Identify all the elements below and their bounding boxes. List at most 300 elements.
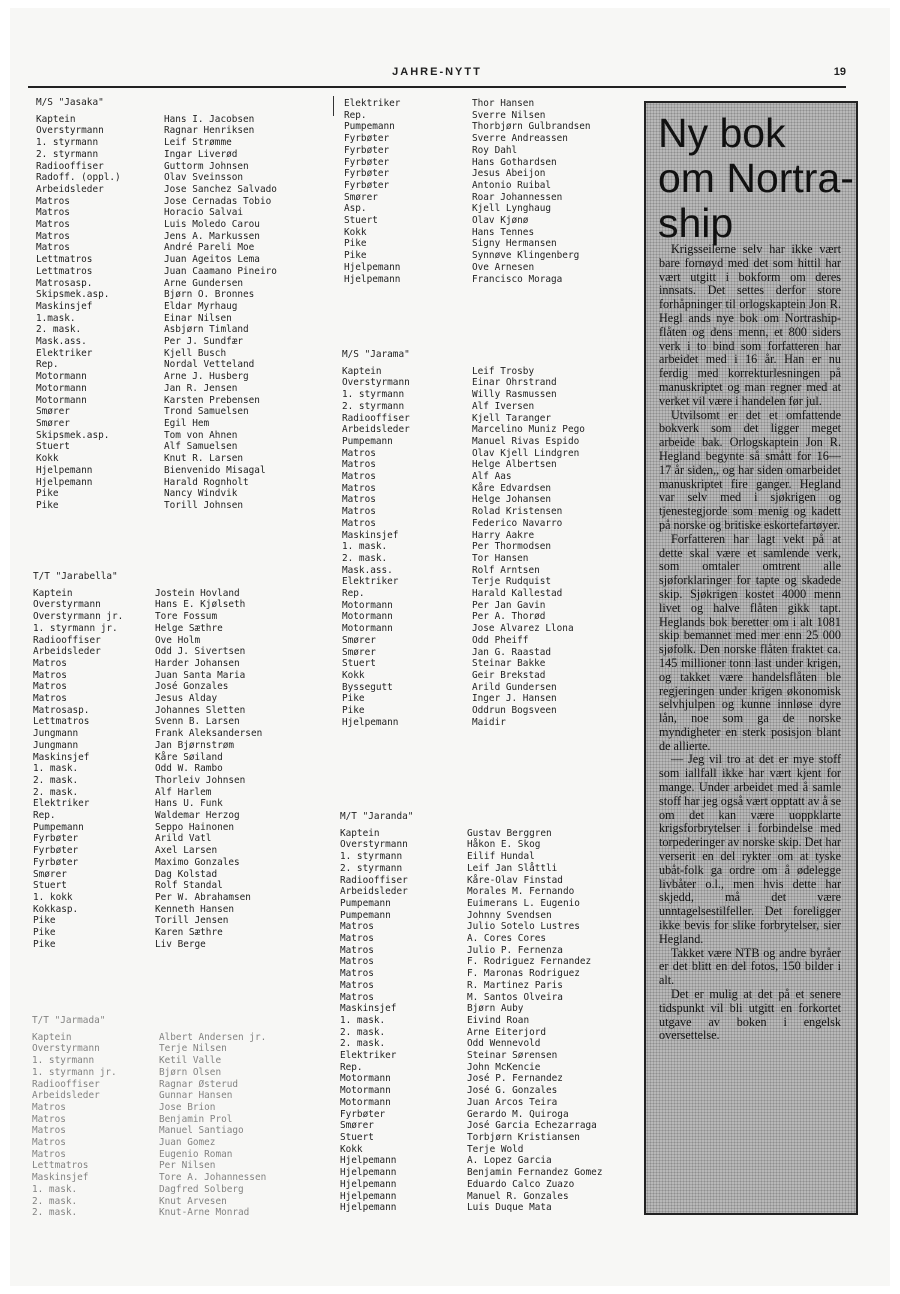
crew-row: [33, 670, 262, 682]
crew-rank: 1. kokk: [33, 891, 73, 903]
crew-name: Julio P. Fernenza: [467, 944, 563, 956]
crew-row: [36, 500, 277, 512]
crew-rank: Matros: [342, 482, 376, 494]
crew-row: [344, 98, 591, 110]
crew-rank: Pike: [342, 693, 365, 705]
crew-rank: Motormann: [36, 371, 87, 383]
crew-row: [344, 227, 591, 239]
crew-name: Manuel R. Gonzales: [467, 1190, 569, 1202]
crew-name: Gustav Berggren: [467, 827, 552, 839]
crew-name: Signy Hermansen: [472, 238, 557, 250]
crew-rank: Arbeidsleder: [36, 183, 104, 195]
crew-row: [32, 1067, 266, 1079]
crew-rank: Matros: [340, 968, 374, 980]
crew-row: [36, 453, 277, 465]
crew-row: [32, 1055, 266, 1067]
crew-name: Gerardo M. Quiroga: [467, 1108, 569, 1120]
crew-list-jarabella: [33, 571, 262, 951]
crew-rank: 1. styrmann: [340, 851, 403, 863]
crew-row: [32, 1172, 266, 1184]
crew-name: Marcelino Muniz Pego: [472, 424, 585, 436]
crew-rank: Matros: [340, 979, 374, 991]
crew-list-jarama: [342, 349, 585, 729]
crew-rank: Kaptein: [342, 365, 382, 377]
crew-row: [36, 266, 277, 278]
crew-rank: Pike: [344, 250, 367, 262]
crew-rank: Matros: [32, 1101, 66, 1113]
crew-name: Ragnar Østerud: [159, 1078, 239, 1090]
crew-name: Inger J. Hansen: [472, 693, 557, 705]
crew-row: [340, 921, 602, 933]
crew-rank: Matros: [340, 933, 374, 945]
crew-name: Per A. Thorød: [472, 611, 546, 623]
crew-rank: 2. mask.: [32, 1195, 78, 1207]
crew-rank: Arbeidsleder: [340, 886, 408, 898]
crew-rank: 2. mask.: [340, 1026, 386, 1038]
crew-row: [342, 647, 585, 659]
article-title-line: ship: [658, 200, 734, 246]
crew-name: Eduardo Calco Zuazo: [467, 1178, 575, 1190]
crew-row: [342, 611, 585, 623]
crew-name: Bjørn Auby: [467, 1003, 524, 1015]
crew-rank: Elektriker: [33, 798, 90, 810]
crew-row: [36, 383, 277, 395]
crew-rank: Pike: [36, 499, 59, 511]
crew-row: [342, 471, 585, 483]
crew-row: [340, 933, 602, 945]
crew-row: [342, 553, 585, 565]
crew-row: [340, 863, 602, 875]
crew-rank: Byssegutt: [342, 681, 393, 693]
crew-row: [342, 588, 585, 600]
crew-rank: Pike: [33, 927, 56, 939]
crew-name: Tor Hansen: [472, 552, 529, 564]
crew-rank: 1. styrmann: [342, 389, 405, 401]
crew-name: Jostein Hovland: [155, 587, 240, 599]
crew-row: [340, 945, 602, 957]
crew-row: [340, 851, 602, 863]
crew-name: Eldar Myrhaug: [164, 300, 238, 312]
crew-rank: Pumpemann: [342, 435, 393, 447]
crew-rank: Matros: [32, 1113, 66, 1125]
crew-row: [342, 705, 585, 717]
crew-rank: Smører: [340, 1120, 374, 1132]
crew-name: Terje Wold: [467, 1143, 524, 1155]
crew-name: R. Martinez Paris: [467, 979, 563, 991]
crew-rank: Fyrbøter: [33, 856, 79, 868]
crew-rank: Mask.ass.: [36, 336, 87, 348]
crew-name: Kenneth Hansen: [155, 903, 235, 915]
crew-row: [36, 301, 277, 313]
crew-row: [342, 670, 585, 682]
crew-row: [33, 740, 262, 752]
crew-name: Juan Santa Maria: [155, 669, 246, 681]
crew-name: Asbjørn Timland: [164, 324, 249, 336]
crew-row: [36, 348, 277, 360]
crew-row: [36, 488, 277, 500]
crew-name: Juan Gomez: [159, 1137, 216, 1149]
crew-row: [342, 377, 585, 389]
crew-list-jaranda: [340, 811, 602, 1214]
crew-row: [32, 1032, 266, 1044]
crew-rank: Hjelpemann: [340, 1202, 397, 1214]
masthead: JAHRE-NYTT: [392, 66, 482, 78]
crew-row: [36, 114, 277, 126]
crew-row: [340, 828, 602, 840]
crew-row: [342, 424, 585, 436]
crew-rank: Overstyrmann: [342, 377, 410, 389]
crew-name: Francisco Moraga: [472, 273, 563, 285]
crew-name: Hans Tennes: [472, 226, 535, 238]
crew-row: [32, 1125, 266, 1137]
crew-name: Harder Johansen: [155, 657, 240, 669]
crew-row: [344, 168, 591, 180]
ship-title: M/S "Jasaka": [36, 97, 104, 108]
crew-row: [33, 869, 262, 881]
crew-rank: Matros: [33, 681, 67, 693]
crew-name: Steinar Sørensen: [467, 1050, 558, 1062]
crew-rank: Pumpemann: [340, 897, 391, 909]
crew-row: [342, 401, 585, 413]
crew-rank: Pike: [33, 938, 56, 950]
crew-row: [340, 1015, 602, 1027]
crew-name: F. Maronas Rodriguez: [467, 968, 580, 980]
column-divider: [333, 96, 334, 116]
crew-rank: 1. mask.: [340, 1014, 386, 1026]
crew-row: [342, 448, 585, 460]
crew-rank: 2. mask.: [36, 324, 82, 336]
crew-rank: Motormann: [340, 1073, 391, 1085]
crew-rank: Stuert: [36, 441, 70, 453]
crew-row: [33, 798, 262, 810]
crew-row: [32, 1043, 266, 1055]
crew-row: [340, 1097, 602, 1109]
crew-row: [342, 658, 585, 670]
crew-name: Per Thormodsen: [472, 541, 552, 553]
crew-row: [33, 646, 262, 658]
crew-rank: Matros: [36, 219, 70, 231]
crew-row: [340, 1085, 602, 1097]
crew-name: Kåre Edvardsen: [472, 482, 552, 494]
crew-name: Oddrun Bogsveen: [472, 705, 557, 717]
crew-rank: Stuert: [33, 880, 67, 892]
crew-rank: Skipsmek.asp.: [36, 289, 110, 301]
crew-name: Juan Arcos Teira: [467, 1096, 558, 1108]
crew-rank: Rep.: [33, 810, 56, 822]
crew-name: A. Cores Cores: [467, 933, 547, 945]
crew-row: [36, 125, 277, 137]
crew-name: Synnøve Klingenberg: [472, 250, 580, 262]
crew-row: [340, 1050, 602, 1062]
crew-name: Svenn B. Larsen: [155, 716, 240, 728]
crew-row: [33, 752, 262, 764]
crew-row: [340, 1038, 602, 1050]
crew-rank: Radiooffiser: [342, 412, 410, 424]
crew-name: Kåre Søiland: [155, 751, 223, 763]
crew-row: [342, 483, 585, 495]
crew-row: [340, 1120, 602, 1132]
crew-name: Torill Johnsen: [164, 499, 244, 511]
crew-row: [36, 418, 277, 430]
crew-name: Leif Trosby: [472, 365, 535, 377]
article-paragraph: — Jeg vil tro at det er mye stoff som iallfall ikke har vært kjent for mange. Under arbeidet med å samle stoff har jeg også vært opptatt av å se om det kan være uoppklarte krigsforbrytelser i forbindelse med torpederinger av norske skip. Det har verserit en del rykter om at tyske ubåt-folk ga ordre om å ødelegge livbåter o.l., men hvis dette har skjedd, må det være unntagelsestilfeller. Det foreligger ikke bevis for slike forbrytelser, sier Hegland.: [659, 752, 841, 946]
crew-name: Eugenio Roman: [159, 1148, 233, 1160]
crew-name: Jesus Abeijon: [472, 168, 546, 180]
crew-row: [36, 406, 277, 418]
crew-name: Olav Sveinsson: [164, 172, 244, 184]
crew-row: [33, 880, 262, 892]
crew-name: José G. Gonzales: [467, 1085, 558, 1097]
crew-row: [340, 1027, 602, 1039]
crew-row: [32, 1137, 266, 1149]
crew-rank: Skipsmek.asp.: [36, 429, 110, 441]
crew-name: Gunnar Hansen: [159, 1090, 233, 1102]
crew-name: Alf Aas: [472, 471, 512, 483]
crew-rank: Maskinsjef: [33, 751, 90, 763]
crew-name: Axel Larsen: [155, 845, 218, 857]
crew-name: Morales M. Fernando: [467, 886, 575, 898]
crew-name: Rolf Standal: [155, 880, 223, 892]
crew-name: Jan G. Raastad: [472, 646, 552, 658]
crew-row: [344, 192, 591, 204]
crew-rank: Matros: [33, 693, 67, 705]
ship-title: M/T "Jaranda": [340, 811, 414, 822]
crew-rank: Hjelpemann: [342, 716, 399, 728]
crew-rank: Rep.: [36, 359, 59, 371]
crew-name: Bienvenido Misagal: [164, 464, 266, 476]
crew-row: [342, 693, 585, 705]
crew-rank: Matros: [32, 1148, 66, 1160]
crew-name: Johannes Sletten: [155, 704, 246, 716]
crew-row: [342, 682, 585, 694]
crew-name: Hans I. Jacobsen: [164, 113, 255, 125]
crew-rank: 1.mask.: [36, 312, 76, 324]
crew-row: [344, 145, 591, 157]
crew-rank: Matros: [342, 517, 376, 529]
crew-name: Torbjørn Kristiansen: [467, 1131, 580, 1143]
crew-row: [340, 968, 602, 980]
crew-name: Horacio Salvai: [164, 207, 244, 219]
crew-rank: Radiooffiser: [340, 874, 408, 886]
crew-row: [33, 904, 262, 916]
crew-rank: Smører: [342, 646, 376, 658]
crew-rank: Elektriker: [36, 347, 93, 359]
crew-name: Karen Sæthre: [155, 927, 223, 939]
crew-name: Knut-Arne Monrad: [159, 1207, 250, 1219]
crew-row: [344, 133, 591, 145]
crew-name: A. Lopez Garcia: [467, 1155, 552, 1167]
article-paragraph: Takket være NTB og andre byråer er det blitt en del fotos, 150 bilder i alt.: [659, 945, 841, 988]
crew-rank: Smører: [36, 406, 70, 418]
crew-rank: Matrosasp.: [36, 277, 93, 289]
crew-name: Manuel Santiago: [159, 1125, 244, 1137]
crew-rank: Fyrbøter: [344, 179, 390, 191]
crew-row: [33, 681, 262, 693]
crew-rank: Overstyrmann: [36, 125, 104, 137]
crew-rank: 1. styrmann: [32, 1055, 95, 1067]
crew-rank: Fyrbøter: [344, 144, 390, 156]
crew-name: Juan Caamano Pineiro: [164, 265, 277, 277]
crew-name: Jose Alvarez Llona: [472, 623, 574, 635]
crew-row: [36, 278, 277, 290]
crew-name: Frank Aleksandersen: [155, 728, 263, 740]
crew-name: Albert Andersen jr.: [159, 1031, 267, 1043]
crew-row: [344, 110, 591, 122]
crew-rank: Smører: [344, 191, 378, 203]
crew-row: [33, 658, 262, 670]
crew-rank: Rep.: [340, 1061, 363, 1073]
crew-rank: Fyrbøter: [344, 168, 390, 180]
crew-rank: Matros: [342, 506, 376, 518]
article-paragraph: Krigsseilerne selv har ikke vært bare fornøyd med det som hittil har vært utgitt i bokform om deres innsats. Det settes derfor store forhåpninger til orlogskaptein Jon R. Hegl ands nye bok om Nortraship-flåten og dens menn, et 800 siders verk i to bind som forfatteren har arbeidet med i 16 år. Han er nu ferdig med korrekturlesningen på manuskriptet og man regner med at verket vil være i handelen før jul.: [659, 242, 841, 408]
crew-row: [36, 219, 277, 231]
crew-rank: Hjelpemann: [344, 261, 401, 273]
article-title-line: om Nortra-: [658, 155, 854, 201]
crew-name: Jan R. Jensen: [164, 382, 238, 394]
crew-row: [33, 787, 262, 799]
crew-rank: Asp.: [344, 203, 367, 215]
page-header: [28, 58, 846, 88]
crew-row: [36, 149, 277, 161]
crew-row: [36, 359, 277, 371]
crew-name: John McKencie: [467, 1061, 541, 1073]
crew-rank: 1. mask.: [33, 763, 79, 775]
crew-rank: Maskinsjef: [342, 529, 399, 541]
article-title-line: Ny bok: [658, 110, 786, 156]
crew-rank: Arbeidsleder: [32, 1090, 100, 1102]
crew-name: Arild Vatl: [155, 833, 212, 845]
crew-name: Luis Moledo Carou: [164, 219, 260, 231]
crew-name: Jose Cernadas Tobio: [164, 195, 272, 207]
crew-rank: Stuert: [342, 658, 376, 670]
crew-name: Trond Samuelsen: [164, 406, 249, 418]
crew-row: [342, 623, 585, 635]
crew-rank: Radiooffiser: [33, 634, 101, 646]
crew-name: Kjell Taranger: [472, 412, 552, 424]
crew-row: [344, 157, 591, 169]
crew-name: Luis Duque Mata: [467, 1202, 552, 1214]
crew-row: [36, 430, 277, 442]
crew-row: [340, 1132, 602, 1144]
crew-row: [36, 184, 277, 196]
crew-name: Einar Nilsen: [164, 312, 232, 324]
crew-name: Leif Jan Slåttli: [467, 862, 558, 874]
crew-name: Kjell Lynghaug: [472, 203, 552, 215]
crew-name: Federico Navarro: [472, 517, 563, 529]
crew-name: Hans E. Kjølseth: [155, 599, 246, 611]
crew-name: Olav Kjell Lindgren: [472, 447, 580, 459]
crew-name: Jens A. Markussen: [164, 230, 260, 242]
crew-name: Tore A. Johannessen: [159, 1172, 267, 1184]
crew-row: [342, 576, 585, 588]
crew-name: Torill Jensen: [155, 915, 229, 927]
crew-rank: Motormann: [36, 382, 87, 394]
article-body: [659, 243, 841, 1043]
crew-name: Ragnar Henriksen: [164, 125, 255, 137]
crew-row: [32, 1149, 266, 1161]
crew-rank: Radiooffiser: [32, 1078, 100, 1090]
crew-row: [36, 324, 277, 336]
crew-row: [36, 254, 277, 266]
crew-rank: Kaptein: [32, 1031, 72, 1043]
crew-rank: Matros: [340, 991, 374, 1003]
crew-name: Hans U. Funk: [155, 798, 223, 810]
crew-row: [36, 242, 277, 254]
crew-rank: Pike: [344, 238, 367, 250]
crew-row: [340, 1062, 602, 1074]
crew-rank: Matros: [32, 1137, 66, 1149]
crew-row: [340, 992, 602, 1004]
crew-rank: Fyrbøter: [33, 845, 79, 857]
crew-row: [340, 1202, 602, 1214]
crew-row: [33, 599, 262, 611]
crew-rank: Matros: [340, 944, 374, 956]
crew-row: [344, 238, 591, 250]
crew-row: [32, 1160, 266, 1172]
crew-name: M. Santos Olveira: [467, 991, 563, 1003]
crew-rank: 2. mask.: [340, 1038, 386, 1050]
crew-row: [344, 274, 591, 286]
crew-row: [340, 910, 602, 922]
crew-name: Tom von Ahnen: [164, 429, 238, 441]
crew-name: Ove Arnesen: [472, 261, 535, 273]
crew-row: [33, 623, 262, 635]
crew-rank: Jungmann: [33, 728, 79, 740]
crew-rank: Matros: [342, 494, 376, 506]
crew-rank: Kaptein: [36, 113, 76, 125]
crew-rank: 2. mask.: [342, 552, 388, 564]
crew-row: [340, 1167, 602, 1179]
crew-rank: Stuert: [344, 215, 378, 227]
crew-name: Jan Bjørnstrøm: [155, 739, 235, 751]
crew-row: [340, 956, 602, 968]
crew-name: Kåre-Olav Finstad: [467, 874, 563, 886]
crew-rank: Kaptein: [33, 587, 73, 599]
crew-row: [342, 494, 585, 506]
crew-rank: Matros: [36, 207, 70, 219]
crew-rank: Hjelpemann: [340, 1178, 397, 1190]
crew-rank: 1. styrmann jr.: [33, 622, 118, 634]
crew-name: Leif Strømme: [164, 137, 232, 149]
crew-rank: Matros: [342, 471, 376, 483]
crew-name: Benjamin Fernandez Gomez: [467, 1167, 603, 1179]
crew-name: Kjell Busch: [164, 347, 227, 359]
crew-rank: Matros: [33, 657, 67, 669]
crew-row: [36, 313, 277, 325]
crew-name: Karsten Prebensen: [164, 394, 260, 406]
article-paragraph: Det er mulig at det på et senere tidspunkt vil bli utgitt en forkortet utgave av boken i engelsk oversettelse.: [659, 987, 841, 1043]
crew-row: [36, 231, 277, 243]
crew-rank: Matrosasp.: [33, 704, 90, 716]
crew-rank: Pike: [33, 915, 56, 927]
crew-rank: 2. mask.: [32, 1207, 78, 1219]
crew-name: Willy Rasmussen: [472, 389, 557, 401]
crew-row: [33, 939, 262, 951]
crew-name: Odd W. Rambo: [155, 763, 223, 775]
crew-rank: 1. styrmann jr.: [32, 1066, 117, 1078]
crew-rank: 2. styrmann: [342, 400, 405, 412]
crew-row: [344, 121, 591, 133]
crew-rank: Smører: [33, 868, 67, 880]
crew-name: Knut Arvesen: [159, 1195, 227, 1207]
crew-rank: Elektriker: [344, 98, 401, 109]
crew-rank: Overstyrmann jr.: [33, 611, 124, 623]
crew-rank: Fyrbøter: [33, 833, 79, 845]
crew-rank: Motormann: [342, 611, 393, 623]
crew-name: José Garcia Echezarraga: [467, 1120, 597, 1132]
crew-rank: Lettmatros: [36, 254, 93, 266]
crew-name: Euimerans L. Eugenio: [467, 897, 580, 909]
